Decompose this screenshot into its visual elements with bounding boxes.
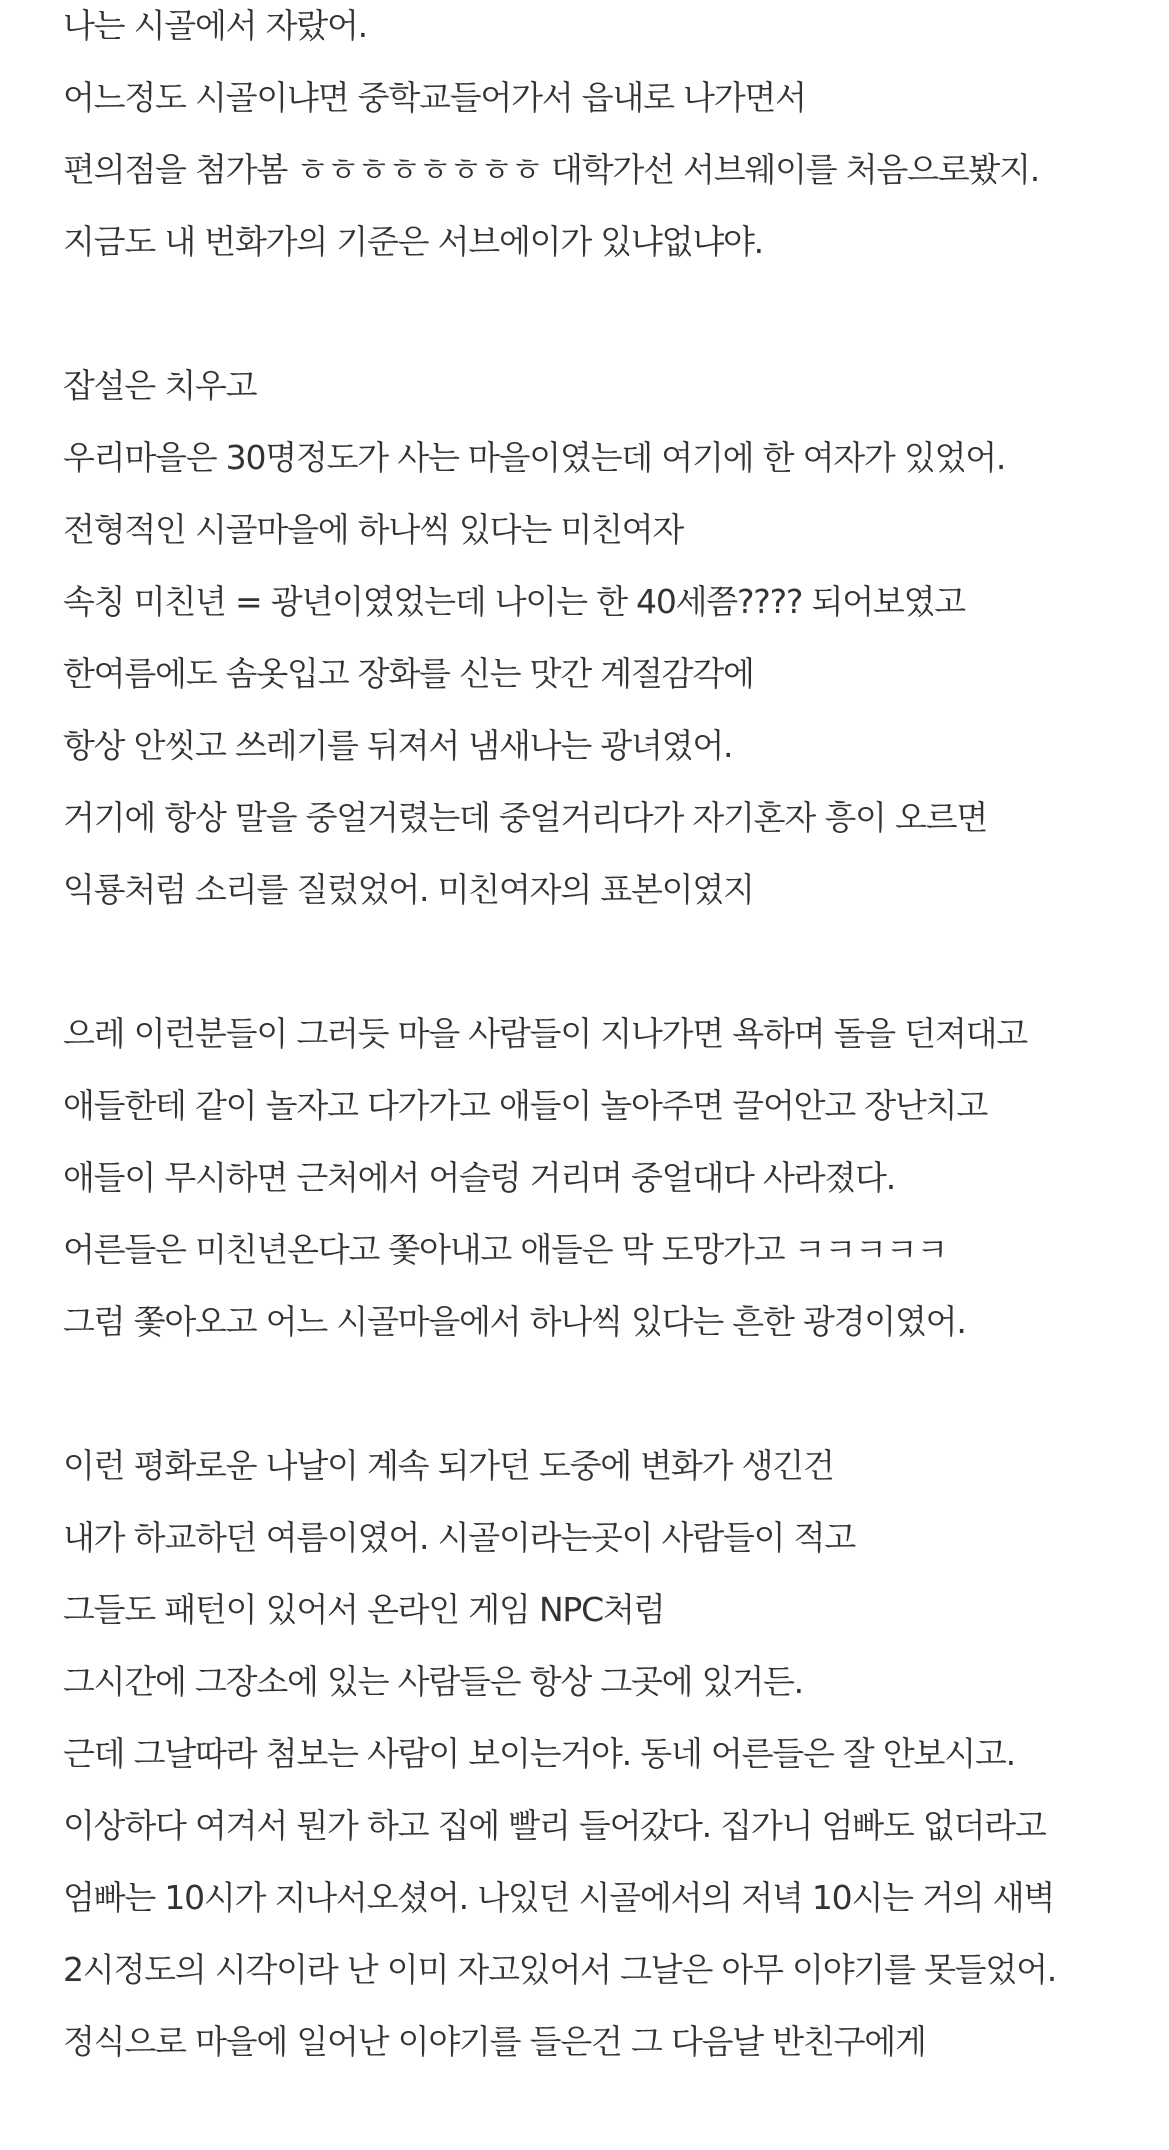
text-line: 근데 그날따라 첨보는 사람이 보이는거야. 동네 어른들은 잘 안보시고. xyxy=(63,1734,1015,1773)
text-line: 2시정도의 시각이라 난 이미 자고있어서 그날은 아무 이야기를 못들었어. xyxy=(63,1950,1057,1989)
post-body xyxy=(63,0,1143,2150)
text-line: 그들도 패턴이 있어서 온라인 게임 NPC처럼 xyxy=(63,1590,665,1629)
text-line: 정식으로 마을에 일어난 이야기를 들은건 그 다음날 반친구에게 xyxy=(63,2022,926,2061)
paragraph-1 xyxy=(63,0,1143,278)
text-line: 우리마을은 30명정도가 사는 마을이였는데 여기에 한 여자가 있었어. xyxy=(63,438,1006,477)
text-line: 항상 안씻고 쓰레기를 뒤져서 냄새나는 광녀였어. xyxy=(63,726,733,765)
text-line: 내가 하교하던 여름이였어. 시골이라는곳이 사람들이 적고 xyxy=(63,1518,856,1557)
text-line: 어른들은 미친년온다고 쫓아내고 애들은 막 도망가고 ㅋㅋㅋㅋㅋ xyxy=(63,1230,948,1269)
text-line: 으레 이런분들이 그러듯 마을 사람들이 지나가면 욕하며 돌을 던져대고 xyxy=(63,1014,1027,1053)
text-line: 편의점을 첨가봄 ㅎㅎㅎㅎㅎㅎㅎㅎ 대학가선 서브웨이를 처음으로봤지. xyxy=(63,150,1040,189)
text-line: 속칭 미친년 = 광년이였었는데 나이는 한 40세쯤???? 되어보였고 xyxy=(63,582,965,621)
paragraph-4 xyxy=(63,1430,1143,2078)
text-line: 어느정도 시골이냐면 중학교들어가서 읍내로 나가면서 xyxy=(63,78,806,117)
text-line: 그럼 쫓아오고 어느 시골마을에서 하나씩 있다는 흔한 광경이였어. xyxy=(63,1302,966,1341)
text-line: 그시간에 그장소에 있는 사람들은 항상 그곳에 있거든. xyxy=(63,1662,803,1701)
text-line: 잡설은 치우고 xyxy=(63,366,257,405)
text-line: 이상하다 여겨서 뭔가 하고 집에 빨리 들어갔다. 집가니 엄빠도 없더라고 xyxy=(63,1806,1046,1845)
text-line: 익룡처럼 소리를 질렀었어. 미친여자의 표본이였지 xyxy=(63,870,754,909)
text-line: 지금도 내 번화가의 기준은 서브에이가 있냐없냐야. xyxy=(63,222,763,261)
text-line: 전형적인 시골마을에 하나씩 있다는 미친여자 xyxy=(63,510,684,549)
text-line: 거기에 항상 말을 중얼거렸는데 중얼거리다가 자기혼자 흥이 오르면 xyxy=(63,798,988,837)
text-line: 애들한테 같이 놀자고 다가가고 애들이 놀아주면 끌어안고 장난치고 xyxy=(63,1086,988,1125)
text-line: 애들이 무시하면 근처에서 어슬렁 거리며 중얼대다 사라졌다. xyxy=(63,1158,895,1197)
text-line: 나는 시골에서 자랐어. xyxy=(63,6,367,45)
text-line: 이런 평화로운 나날이 계속 되가던 도중에 변화가 생긴건 xyxy=(63,1446,834,1485)
paragraph-2 xyxy=(63,350,1143,926)
paragraph-3 xyxy=(63,998,1143,1358)
text-line: 한여름에도 솜옷입고 장화를 신는 맛간 계절감각에 xyxy=(63,654,754,693)
text-line: 엄빠는 10시가 지나서오셨어. 나있던 시골에서의 저녁 10시는 거의 새벽 xyxy=(63,1878,1055,1917)
